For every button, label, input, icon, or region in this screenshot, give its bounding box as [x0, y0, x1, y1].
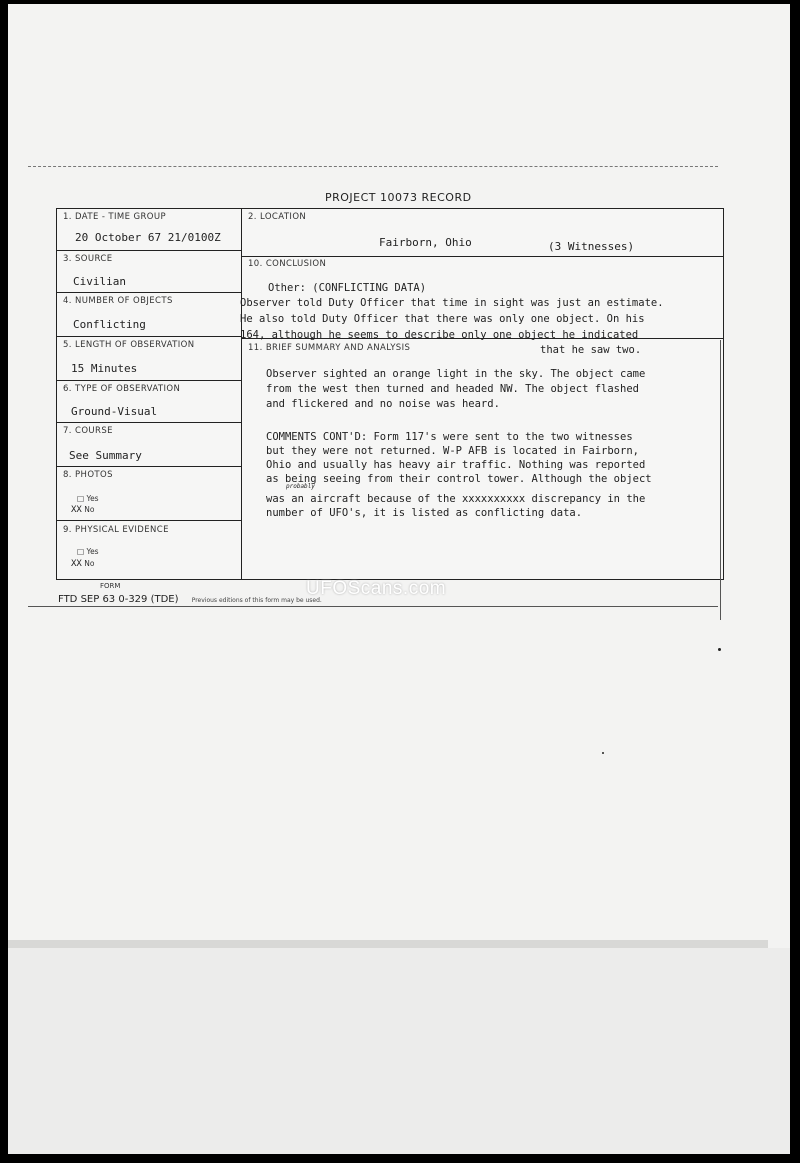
form-word: FORM [100, 582, 121, 590]
watermark: UFOScans.com [306, 578, 447, 599]
summary-line-1: Observer sighted an orange light in the sky. The object came [266, 368, 646, 380]
evidence-label: 9. PHYSICAL EVIDENCE [63, 525, 169, 535]
evidence-yes-option: □ Yes [77, 547, 99, 556]
type-label: 6. TYPE OF OBSERVATION [63, 384, 181, 394]
speck [718, 648, 721, 651]
photos-no-option [71, 505, 94, 515]
summary-line-3: and flickered and no noise was heard. [266, 398, 500, 410]
source-label: 3. SOURCE [63, 254, 113, 264]
course-value: See Summary [69, 449, 142, 462]
conclusion-label: 10. CONCLUSION [248, 259, 327, 269]
source-cell [57, 251, 242, 293]
length-cell [57, 337, 242, 381]
conclusion-other: Other: (CONFLICTING DATA) [268, 282, 427, 294]
date-time-cell [57, 209, 242, 251]
speck [602, 752, 604, 754]
record-form [56, 208, 724, 580]
top-rule [28, 166, 718, 167]
location-label: 2. LOCATION [248, 212, 307, 222]
type-value: Ground-Visual [71, 405, 158, 418]
evidence-no-option [71, 559, 94, 569]
photos-cell [57, 467, 242, 521]
photos-yes-label: Yes [86, 494, 99, 503]
course-label: 7. COURSE [63, 426, 113, 436]
photos-no-label: No [84, 505, 95, 514]
length-value: 15 Minutes [71, 362, 138, 375]
form-id: FTD SEP 63 0-329 (TDE) [58, 594, 179, 605]
photos-yes-option: □ Yes [77, 494, 99, 503]
type-cell [57, 381, 242, 423]
number-of-objects-value: Conflicting [73, 318, 146, 331]
witnesses-value: (3 Witnesses) [548, 240, 635, 253]
conclusion-cell [242, 257, 723, 339]
date-time-label: 1. DATE - TIME GROUP [63, 212, 167, 222]
comments-line-3: Ohio and usually has heavy air traffic. Nothing was reported [266, 459, 646, 471]
number-of-objects-cell [57, 293, 242, 337]
number-of-objects-label: 4. NUMBER OF OBJECTS [63, 296, 173, 306]
conclusion-line-4: that he saw two. [540, 344, 642, 356]
summary-label: 11. BRIEF SUMMARY AND ANALYSIS [248, 343, 411, 353]
source-value: Civilian [73, 275, 126, 288]
conclusion-line-3: 164, although he seems to describe only one object he indicated [240, 329, 639, 341]
evidence-yes-label: Yes [86, 547, 99, 556]
comments-line-6: number of UFO's, it is listed as conflicting data. [266, 507, 583, 519]
form-footer [58, 594, 322, 605]
evidence-cell [57, 521, 242, 579]
conclusion-line-1: Observer told Duty Officer that time in sight was just an estimate. [240, 297, 664, 309]
location-value: Fairborn, Ohio [379, 236, 472, 249]
document-sheet-lower [8, 948, 790, 1154]
length-label: 5. LENGTH OF OBSERVATION [63, 340, 195, 350]
location-cell [242, 209, 723, 257]
course-cell [57, 423, 242, 467]
comments-line-1: COMMENTS CONT'D: Form 117's were sent to the two witnesses [266, 431, 633, 443]
previous-editions-note: Previous editions of this form may be used. [191, 597, 322, 604]
right-edge-line [720, 340, 721, 620]
evidence-no-mark: XX [71, 559, 82, 569]
conclusion-line-2: He also told Duty Officer that there was only one object. On his [240, 313, 645, 325]
summary-cell [242, 339, 723, 579]
bottom-rule [28, 606, 718, 607]
comments-line-4: as being seeing from their control tower. Although the object [266, 473, 652, 485]
date-time-value: 20 October 67 21/0100Z [75, 231, 221, 244]
inserted-word: probably [286, 483, 315, 490]
evidence-no-label: No [84, 559, 95, 568]
comments-line-2: but they were not returned. W-P AFB is located in Fairborn, [266, 445, 639, 457]
photos-no-mark: XX [71, 505, 82, 515]
summary-line-2: from the west then turned and headed NW. The object flashed [266, 383, 639, 395]
photos-label: 8. PHOTOS [63, 470, 113, 480]
form-title: PROJECT 10073 RECORD [325, 191, 472, 204]
comments-line-5: was an aircraft because of the xxxxxxxxxx discrepancy in the [266, 493, 646, 505]
